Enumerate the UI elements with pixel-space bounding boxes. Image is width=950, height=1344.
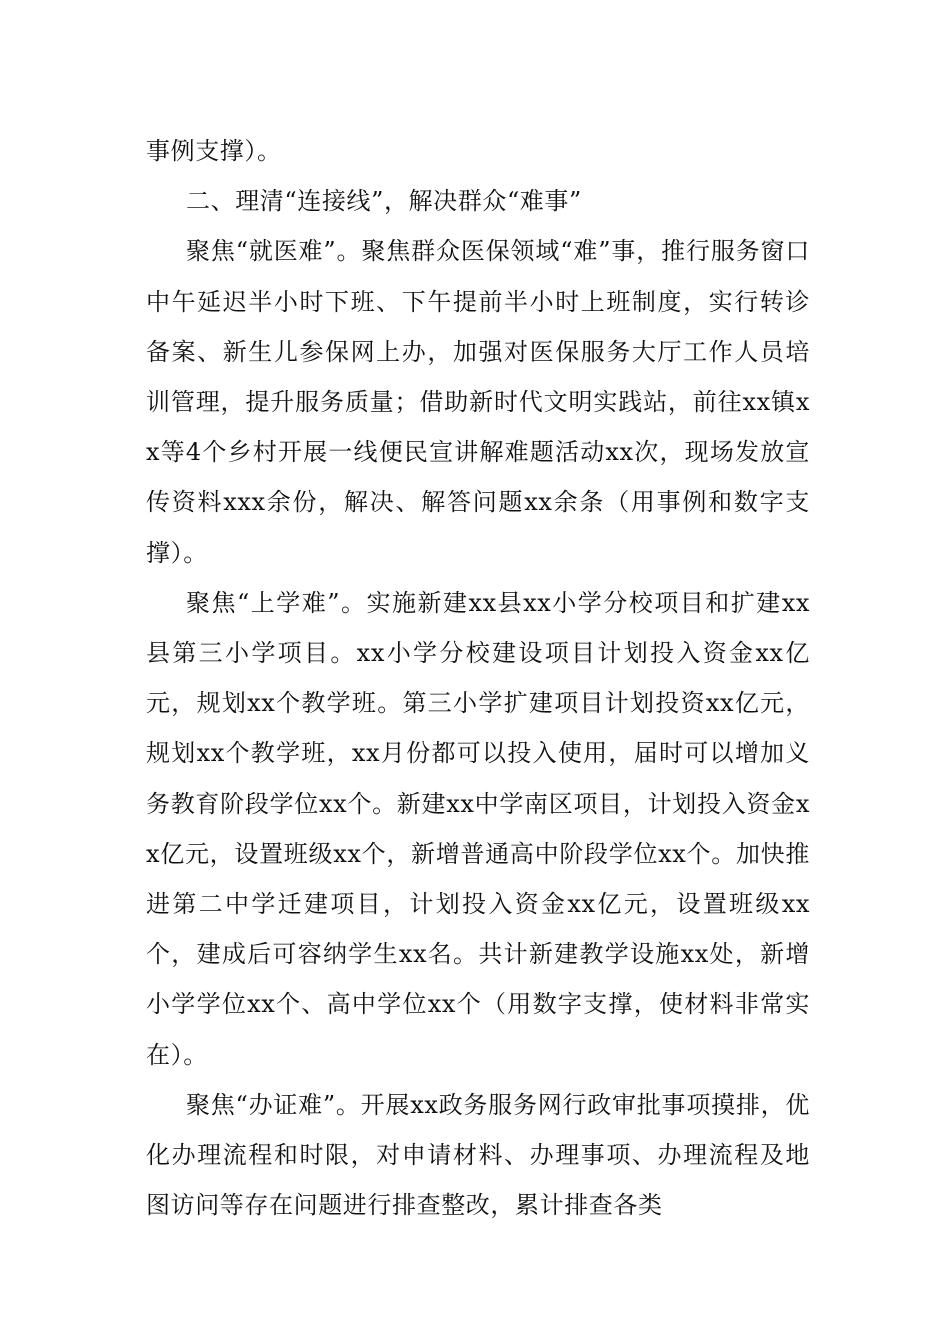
paragraph-school: 聚焦“上学难”。实施新建xx县xx小学分校项目和扩建xx县第三小学项目。xx小学分校建设项目计划投入资金xx亿元，规划xx个教学班。第三小学扩建项目计划投资xx亿元，规划xx个教学班，xx月份都可以投入使用，届时可以增加义务教育阶段学位xx个。新建xx中学南区项目，计划投入资金xx亿元，设置班级xx个，新增普通高中阶段学位xx个。加快推进第二中学迁建项目，计划投入资金xx亿元，设置班级xx个，建成后可容纳学生xx名。共计新建教学设施xx处，新增小学学位xx个、高中学位xx个（用数字支撑，使材料非常实在）。 — [146, 588, 810, 1069]
paragraph-continuation: 事例支撑）。 — [146, 137, 282, 165]
paragraph-medical: 聚焦“就医难”。聚焦群众医保领域“难”事，推行服务窗口中午延迟半小时下班、下午提前半小时上班制度，实行转诊备案、新生儿参保网上办，加强对医保服务大厅工作人员培训管理，提升服务质量；借助新时代文明实践站，前往xx镇xx等4个乡村开展一线便民宣讲解难题活动xx次，现场发放宣传资料xxx余份，解决、解答问题xx余条（用事例和数字支撑）。 — [146, 237, 810, 567]
section-heading: 二、理清“连接线”，解决群众“难事” — [186, 187, 582, 216]
paragraph-certificate: 聚焦“办证难”。开展xx政务服务网行政审批事项摸排，优化办理流程和时限，对申请材料、办理事项、办理流程及地图访问等存在问题进行排查整改，累计排查各类 — [146, 1090, 810, 1220]
